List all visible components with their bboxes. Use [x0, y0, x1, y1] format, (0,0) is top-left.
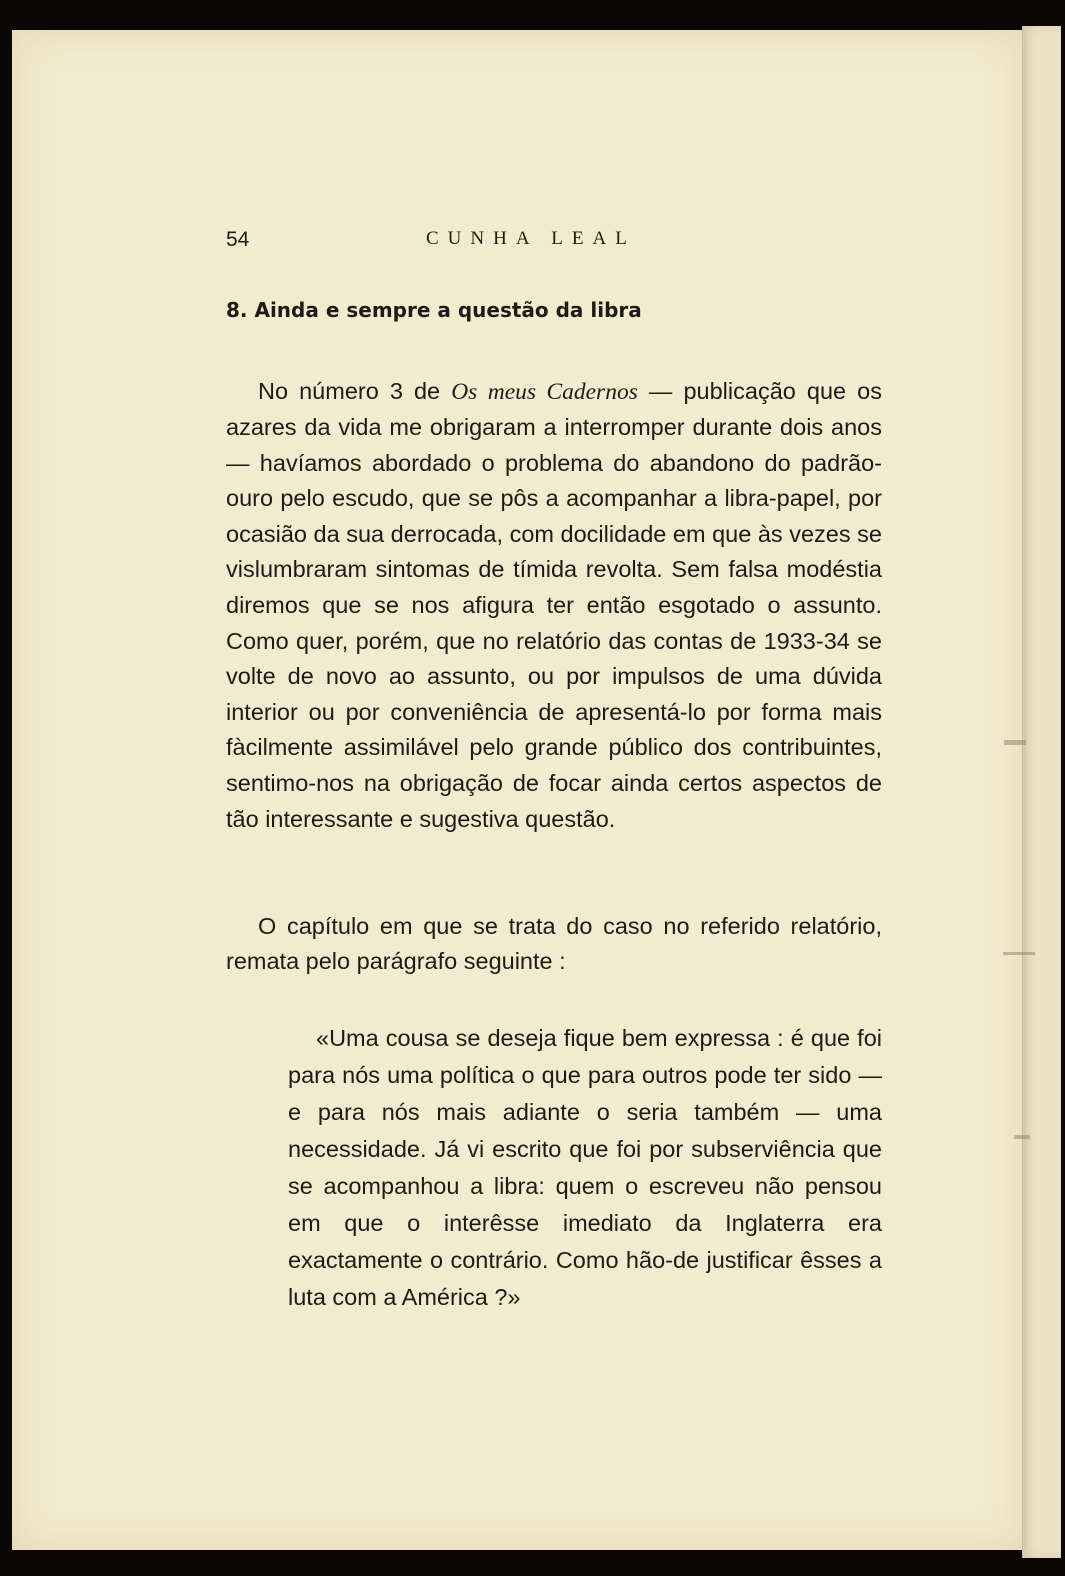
- page-fold-line: [1024, 30, 1026, 1550]
- paragraph-1-rest: — publicação que os azares da vida me obrigaram a interromper durante dois anos — havíamos abordado o problema do abandono do padrão-ouro pelo escudo, que se pôs a acompanhar a libra-papel, por ocasião da sua derrocada, com docilidade em que às vezes se vislumbraram sintomas de tímida revolta. Sem falsa modéstia diremos que se nos afigura ter então esgotado o assunto. Como quer, porém, que no relatório das contas de 1933-34 se volte de novo ao assunto, ou por impulsos de uma dúvida interior ou por conveniência de apresentá-lo por forma mais fàcilmente assimilável pelo grande público dos contribuintes, sentimo-nos na obrigação de focar ainda certos aspectos de tão interessante e sugestiva questão.: [226, 377, 882, 832]
- paragraph-1-start: No número 3 de: [258, 377, 452, 404]
- body-paragraph-1: [226, 374, 882, 838]
- page-mark: [1003, 952, 1035, 955]
- page-mark: [1004, 740, 1026, 745]
- running-title: CUNHA LEAL: [426, 228, 636, 249]
- page-number: 54: [226, 228, 250, 251]
- section-title: 8. Ainda e sempre a questão da libra: [226, 298, 642, 322]
- page-mark: [1014, 1135, 1030, 1139]
- block-quote: «Uma cousa se deseja fique bem expressa : é que foi para nós uma política o que para outros pode ter sido — e para nós mais adiante o seria também — uma necessidade. Já vi escrito que foi por subserviência que se acompanhou a libra: quem o escreveu não pensou em que o interêsse imediato da Inglaterra era exactamente o contrário. Como hão-de justificar êsses a luta com a América ?»: [288, 1024, 882, 1310]
- next-page-edge: [1022, 26, 1061, 1558]
- italic-publication-title: Os meus Cadernos: [451, 378, 638, 405]
- running-header: [226, 220, 686, 254]
- body-paragraph-2: O capítulo em que se trata do caso no referido relatório, remata pelo parágrafo seguinte :: [226, 912, 882, 975]
